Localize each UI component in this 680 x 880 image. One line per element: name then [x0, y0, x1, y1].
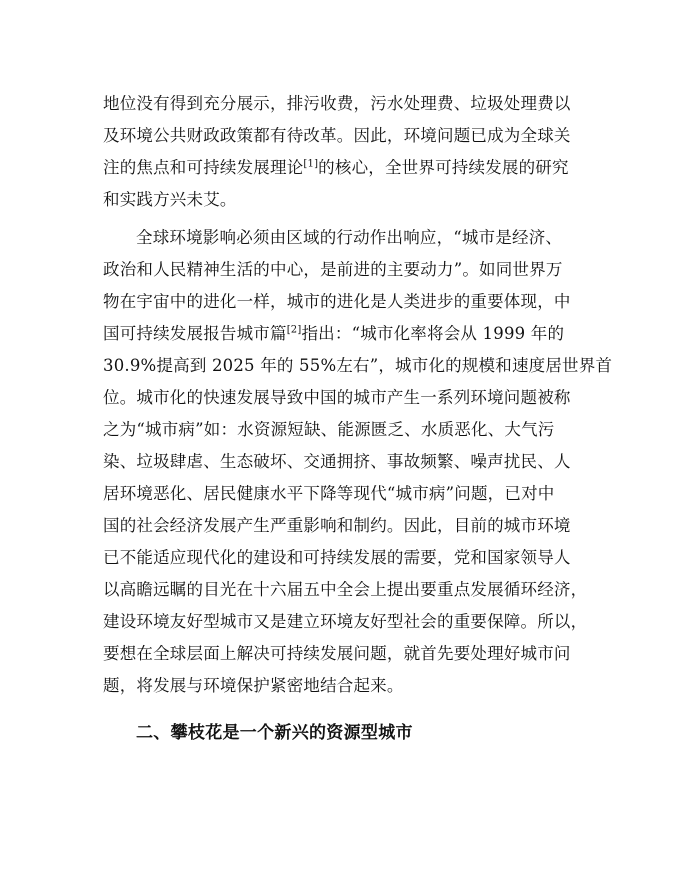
paragraph-2-line-15: 题，将发展与环境保护紧密地结合起来。: [103, 676, 404, 695]
section-heading: 二、攀枝花是一个新兴的资源型城市: [136, 723, 413, 743]
paragraph-2-line-4-text-b: 指出：“城市化率将会从 1999 年的: [301, 324, 565, 343]
paragraph-2-line-8: 染、垃圾肆虐、生态破坏、交通拥挤、事故频繁、噪声扰民、人: [103, 452, 571, 471]
citation-2-ref[interactable]: [2]: [286, 324, 302, 336]
paragraph-2-line-6: 位。城市化的快速发展导致中国的城市产生一系列环境问题被称: [103, 388, 571, 407]
paragraph-1-line-4: 和实践方兴未艾。: [103, 190, 237, 209]
paragraph-2-line-11: 已不能适应现代化的建设和可持续发展的需要，党和国家领导人: [103, 548, 571, 567]
paragraph-1-line-3-text-b: 的核心，全世界可持续发展的研究: [318, 158, 569, 177]
paragraph-2-line-7: 之为“城市病”如：水资源短缺、能源匮乏、水质恶化、大气污: [103, 420, 555, 439]
paragraph-2-line-14: 要想在全球层面上解决可持续发展问题，就首先要处理好城市问: [103, 644, 571, 663]
paragraph-2-line-5: 30.9%提高到 2025 年的 55%左右”，城市化的规模和速度居世界首: [103, 356, 613, 375]
paragraph-1-line-3-text-a: 注的焦点和可持续发展理论: [103, 158, 304, 177]
paragraph-1-line-2: 及环境公共财政政策都有待改革。因此，环境问题已成为全球关: [103, 126, 571, 145]
paragraph-2-line-9: 居环境恶化、居民健康水平下降等现代“城市病”问题，已对中: [103, 484, 555, 503]
paragraph-2-line-10: 国的社会经济发展产生严重影响和制约。因此，目前的城市环境: [103, 516, 571, 535]
paragraph-2-line-3: 物在宇宙中的进化一样，城市的进化是人类进步的重要体现，中: [103, 292, 571, 311]
citation-1-ref[interactable]: [1]: [303, 158, 319, 170]
paragraph-1-line-3: [103, 156, 583, 180]
paragraph-1-line-1: 地位没有得到充分展示，排污收费，污水处理费、垃圾处理费以: [103, 94, 571, 113]
paragraph-2-line-1: 全球环境影响必须由区域的行动作出响应，“城市是经济、: [136, 228, 563, 247]
paragraph-2-line-12: 以高瞻远瞩的目光在十六届五中全会上提出要重点发展循环经济，: [103, 580, 588, 599]
paragraph-2-line-4-text-a: 国可持续发展报告城市篇: [103, 324, 287, 343]
paragraph-2-line-4: [103, 322, 583, 346]
paragraph-2-line-13: 建设环境友好型城市又是建立环境友好型社会的重要保障。所以，: [103, 612, 588, 631]
paragraph-2-line-2: 政治和人民精神生活的中心，是前进的主要动力”。如同世界万: [103, 260, 563, 279]
